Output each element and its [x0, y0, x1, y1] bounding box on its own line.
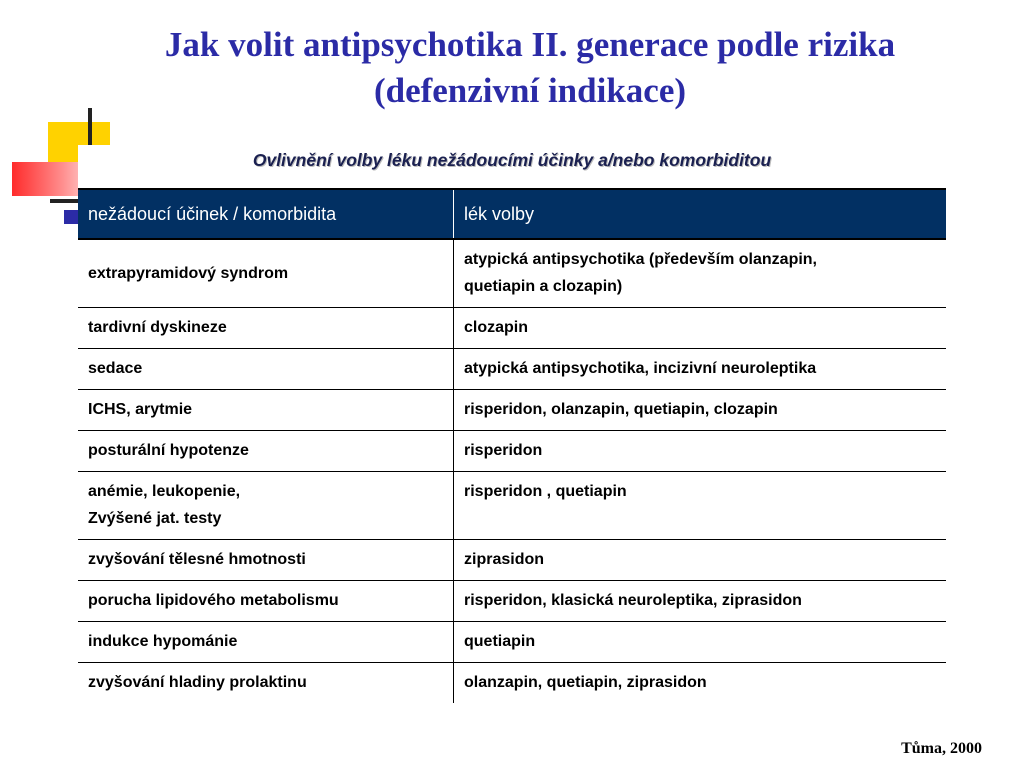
- drug-cell: [454, 472, 947, 540]
- drug-cell-text: risperidon , quetiapin: [464, 483, 627, 500]
- drug-cell-text: olanzapin, quetiapin, ziprasidon: [464, 674, 707, 691]
- drug-cell: [454, 308, 947, 349]
- table-header-row: [78, 189, 946, 239]
- table-row: [78, 622, 946, 663]
- table-row: [78, 239, 946, 308]
- condition-cell: [78, 622, 454, 663]
- drug-cell-text: atypická antipsychotika, incizivní neuroleptika: [464, 360, 817, 377]
- drug-cell: [454, 431, 947, 472]
- side-effects-table: [78, 188, 946, 703]
- condition-cell: [78, 349, 454, 390]
- drug-cell-text: quetiapin a clozapin): [464, 278, 623, 295]
- table-caption: Ovlivnění volby léku nežádoucími účinky a/nebo komorbiditou: [252, 150, 772, 170]
- condition-cell-text: zvyšování tělesné hmotnosti: [88, 551, 306, 568]
- condition-cell-text: Zvýšené jat. testy: [88, 510, 222, 527]
- condition-cell-text: porucha lipidového metabolismu: [88, 592, 339, 609]
- table-row: [78, 308, 946, 349]
- drug-cell-text: risperidon, klasická neuroleptika, ziprasidon: [464, 592, 802, 609]
- drug-cell: [454, 390, 947, 431]
- condition-cell-text: posturální hypotenze: [88, 442, 249, 459]
- decor-blue-square: [64, 210, 78, 224]
- condition-cell: [78, 581, 454, 622]
- drug-cell: [454, 622, 947, 663]
- citation: Tůma, 2000: [901, 740, 982, 757]
- table-row: [78, 431, 946, 472]
- drug-cell-text: risperidon, olanzapin, quetiapin, clozapin: [464, 401, 778, 418]
- condition-cell: [78, 239, 454, 308]
- table-row: [78, 349, 946, 390]
- drug-cell-text: quetiapin: [464, 633, 536, 650]
- slide-title-line-1: Jak volit antipsychotika II. generace podle rizika: [164, 25, 896, 64]
- condition-cell-text: indukce hypománie: [88, 633, 238, 650]
- condition-cell-text: zvyšování hladiny prolaktinu: [88, 674, 307, 691]
- condition-cell-text: extrapyramidový syndrom: [88, 264, 289, 282]
- table-body: [78, 239, 946, 703]
- condition-cell-text: ICHS, arytmie: [88, 401, 193, 418]
- condition-cell-text: sedace: [88, 360, 143, 377]
- condition-cell: [78, 431, 454, 472]
- condition-cell: [78, 540, 454, 581]
- drug-cell: [454, 663, 947, 704]
- table-row: [78, 581, 946, 622]
- header-drug: lék volby: [454, 189, 947, 239]
- drug-cell-text: atypická antipsychotika (především olanzapin,: [464, 251, 817, 268]
- table-row: [78, 540, 946, 581]
- drug-cell-text: risperidon: [464, 442, 543, 459]
- table-row: [78, 663, 946, 704]
- table-row: [78, 472, 946, 540]
- drug-cell: [454, 581, 947, 622]
- drug-cell: [454, 349, 947, 390]
- drug-cell-text: ziprasidon: [464, 551, 545, 568]
- slide-title: [60, 22, 1000, 114]
- condition-cell: [78, 308, 454, 349]
- slide-title-line-2: (defenzivní indikace): [373, 71, 687, 110]
- header-condition: nežádoucí účinek / komorbidita: [78, 189, 454, 239]
- condition-cell: [78, 390, 454, 431]
- condition-cell: [78, 663, 454, 704]
- condition-cell-text: tardivní dyskineze: [88, 319, 227, 336]
- drug-cell: [454, 239, 947, 308]
- condition-cell-text: anémie, leukopenie,: [88, 483, 241, 500]
- condition-cell: [78, 472, 454, 540]
- drug-cell-text: clozapin: [464, 319, 529, 336]
- table-row: [78, 390, 946, 431]
- decor-horizontal-line: [50, 199, 78, 203]
- drug-cell: [454, 540, 947, 581]
